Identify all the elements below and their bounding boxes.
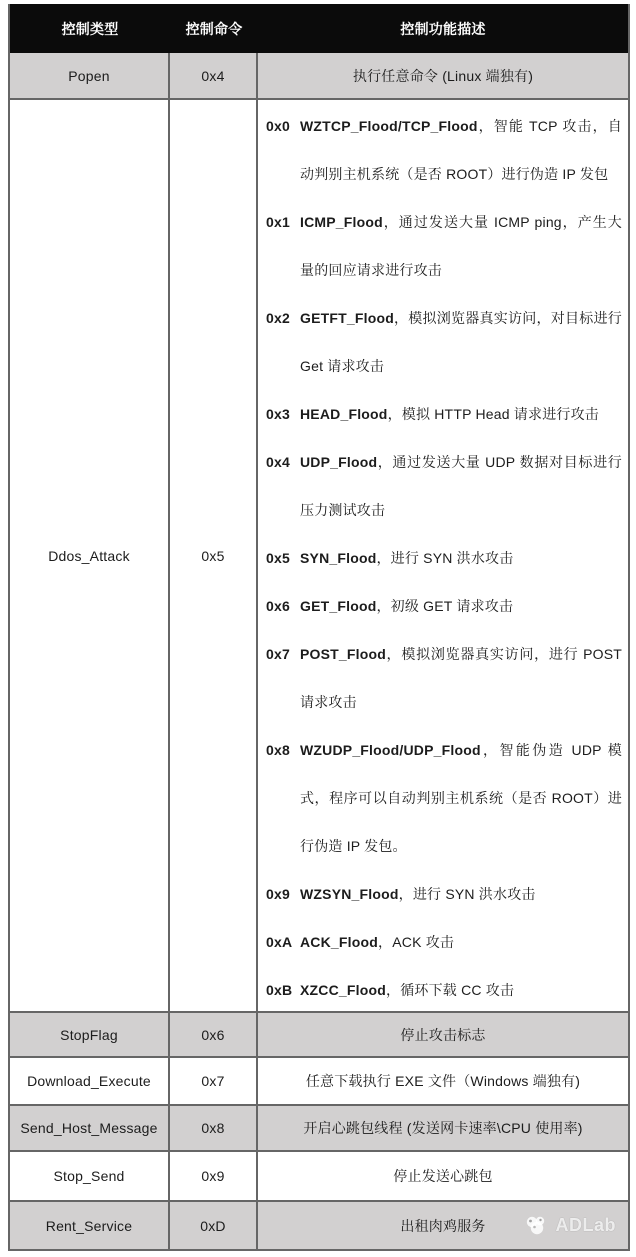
subcommand-code: 0x0 <box>266 118 290 134</box>
table-header-row <box>10 4 628 53</box>
ddos-item <box>266 294 622 390</box>
row-description: 任意下载执行 EXE 文件（Windows 端独有) <box>305 1073 581 1089</box>
flood-name: POST_Flood <box>300 646 386 662</box>
table-row-popen <box>10 53 628 100</box>
adlab-cloud-icon <box>524 1215 550 1237</box>
flood-desc: ，初级 GET 请求攻击 <box>376 598 514 614</box>
flood-name: SYN_Flood <box>300 550 377 566</box>
table-row-stopflag <box>10 1013 628 1058</box>
header-control-command: 控制命令 <box>185 20 243 37</box>
subcommand-code: 0xA <box>266 934 293 950</box>
table-row-rent-service <box>10 1202 628 1249</box>
flood-desc: ，通过发送大量 ICMP ping，产生大量的回应请求进行攻击 <box>300 214 622 278</box>
row-command: 0x8 <box>170 1106 258 1150</box>
subcommand-code: 0x1 <box>266 214 290 230</box>
ddos-item <box>266 966 622 1011</box>
row-command: 0x6 <box>170 1013 258 1056</box>
subcommand-code: 0x4 <box>266 454 290 470</box>
flood-name: WZSYN_Flood <box>300 886 399 902</box>
flood-desc: ，进行 SYN 洪水攻击 <box>398 886 536 902</box>
table-row-download-execute <box>10 1058 628 1106</box>
row-description: 出租肉鸡服务 <box>400 1217 486 1234</box>
flood-desc: ，ACK 攻击 <box>378 934 455 950</box>
row-type: Popen <box>10 53 170 98</box>
row-description: 停止攻击标志 <box>400 1026 486 1043</box>
flood-desc: ，进行 SYN 洪水攻击 <box>376 550 514 566</box>
row-command: 0x7 <box>170 1058 258 1104</box>
flood-desc: ，通过发送大量 UDP 数据对目标进行压力测试攻击 <box>300 454 622 518</box>
ddos-item <box>266 918 622 966</box>
subcommand-code: 0x6 <box>266 598 290 614</box>
flood-desc: ，模拟浏览器真实访问，对目标进行 Get 请求攻击 <box>300 310 622 374</box>
table-row-ddos-attack <box>10 100 628 1013</box>
flood-name: UDP_Flood <box>300 454 378 470</box>
flood-name: ICMP_Flood <box>300 214 383 230</box>
header-control-description: 控制功能描述 <box>400 20 486 37</box>
row-command: 0x4 <box>170 53 258 98</box>
row-description: 开启心跳包线程 (发送网卡速率\CPU 使用率) <box>303 1120 583 1136</box>
subcommand-code: 0xB <box>266 982 293 998</box>
flood-desc: ，模拟 HTTP Head 请求进行攻击 <box>387 406 599 422</box>
flood-desc: ，模拟浏览器真实访问，进行 POST 请求攻击 <box>300 646 622 710</box>
subcommand-code: 0x9 <box>266 886 290 902</box>
control-commands-table <box>8 4 630 1251</box>
ddos-item <box>266 198 622 294</box>
flood-desc: ，循环下载 CC 攻击 <box>386 982 515 998</box>
flood-desc: ，智能伪造 UDP 模式，程序可以自动判别主机系统（是否 ROOT）进行伪造 IP 发包。 <box>300 742 622 854</box>
row-type: StopFlag <box>10 1013 170 1056</box>
row-type: Rent_Service <box>10 1202 170 1249</box>
ddos-item <box>266 726 622 870</box>
header-control-type: 控制类型 <box>61 20 119 37</box>
ddos-item <box>266 534 622 582</box>
flood-name: ACK_Flood <box>300 934 379 950</box>
row-command: 0x9 <box>170 1152 258 1200</box>
adlab-watermark-label: ADLab <box>555 1215 616 1235</box>
row-command: 0xD <box>170 1202 258 1249</box>
flood-name: XZCC_Flood <box>300 982 386 998</box>
ddos-item <box>266 438 622 534</box>
ddos-item <box>266 390 622 438</box>
ddos-subcommand-list <box>258 100 628 1011</box>
row-command: 0x5 <box>170 100 258 1011</box>
flood-name: GET_Flood <box>300 598 377 614</box>
table-row-send-host-message <box>10 1106 628 1152</box>
row-type: Download_Execute <box>10 1058 170 1104</box>
flood-desc: ，智能 TCP 攻击，自动判别主机系统（是否 ROOT）进行伪造 IP 发包 <box>300 118 622 182</box>
subcommand-code: 0x8 <box>266 742 290 758</box>
flood-name: GETFT_Flood <box>300 310 394 326</box>
row-description: 停止发送心跳包 <box>393 1168 493 1184</box>
ddos-item <box>266 102 622 198</box>
flood-name: HEAD_Flood <box>300 406 388 422</box>
adlab-watermark <box>524 1215 617 1237</box>
subcommand-code: 0x5 <box>266 550 290 566</box>
subcommand-code: 0x3 <box>266 406 290 422</box>
ddos-item <box>266 870 622 918</box>
ddos-item <box>266 630 622 726</box>
row-description: 执行任意命令 (Linux 端独有) <box>352 67 534 84</box>
subcommand-code: 0x2 <box>266 310 290 326</box>
ddos-item <box>266 582 622 630</box>
subcommand-code: 0x7 <box>266 646 290 662</box>
table-row-stop-send <box>10 1152 628 1202</box>
flood-name: WZUDP_Flood/UDP_Flood <box>300 742 481 758</box>
row-type: Stop_Send <box>10 1152 170 1200</box>
row-type: Ddos_Attack <box>10 100 170 1011</box>
row-type: Send_Host_Message <box>10 1106 170 1150</box>
flood-name: WZTCP_Flood/TCP_Flood <box>300 118 478 134</box>
